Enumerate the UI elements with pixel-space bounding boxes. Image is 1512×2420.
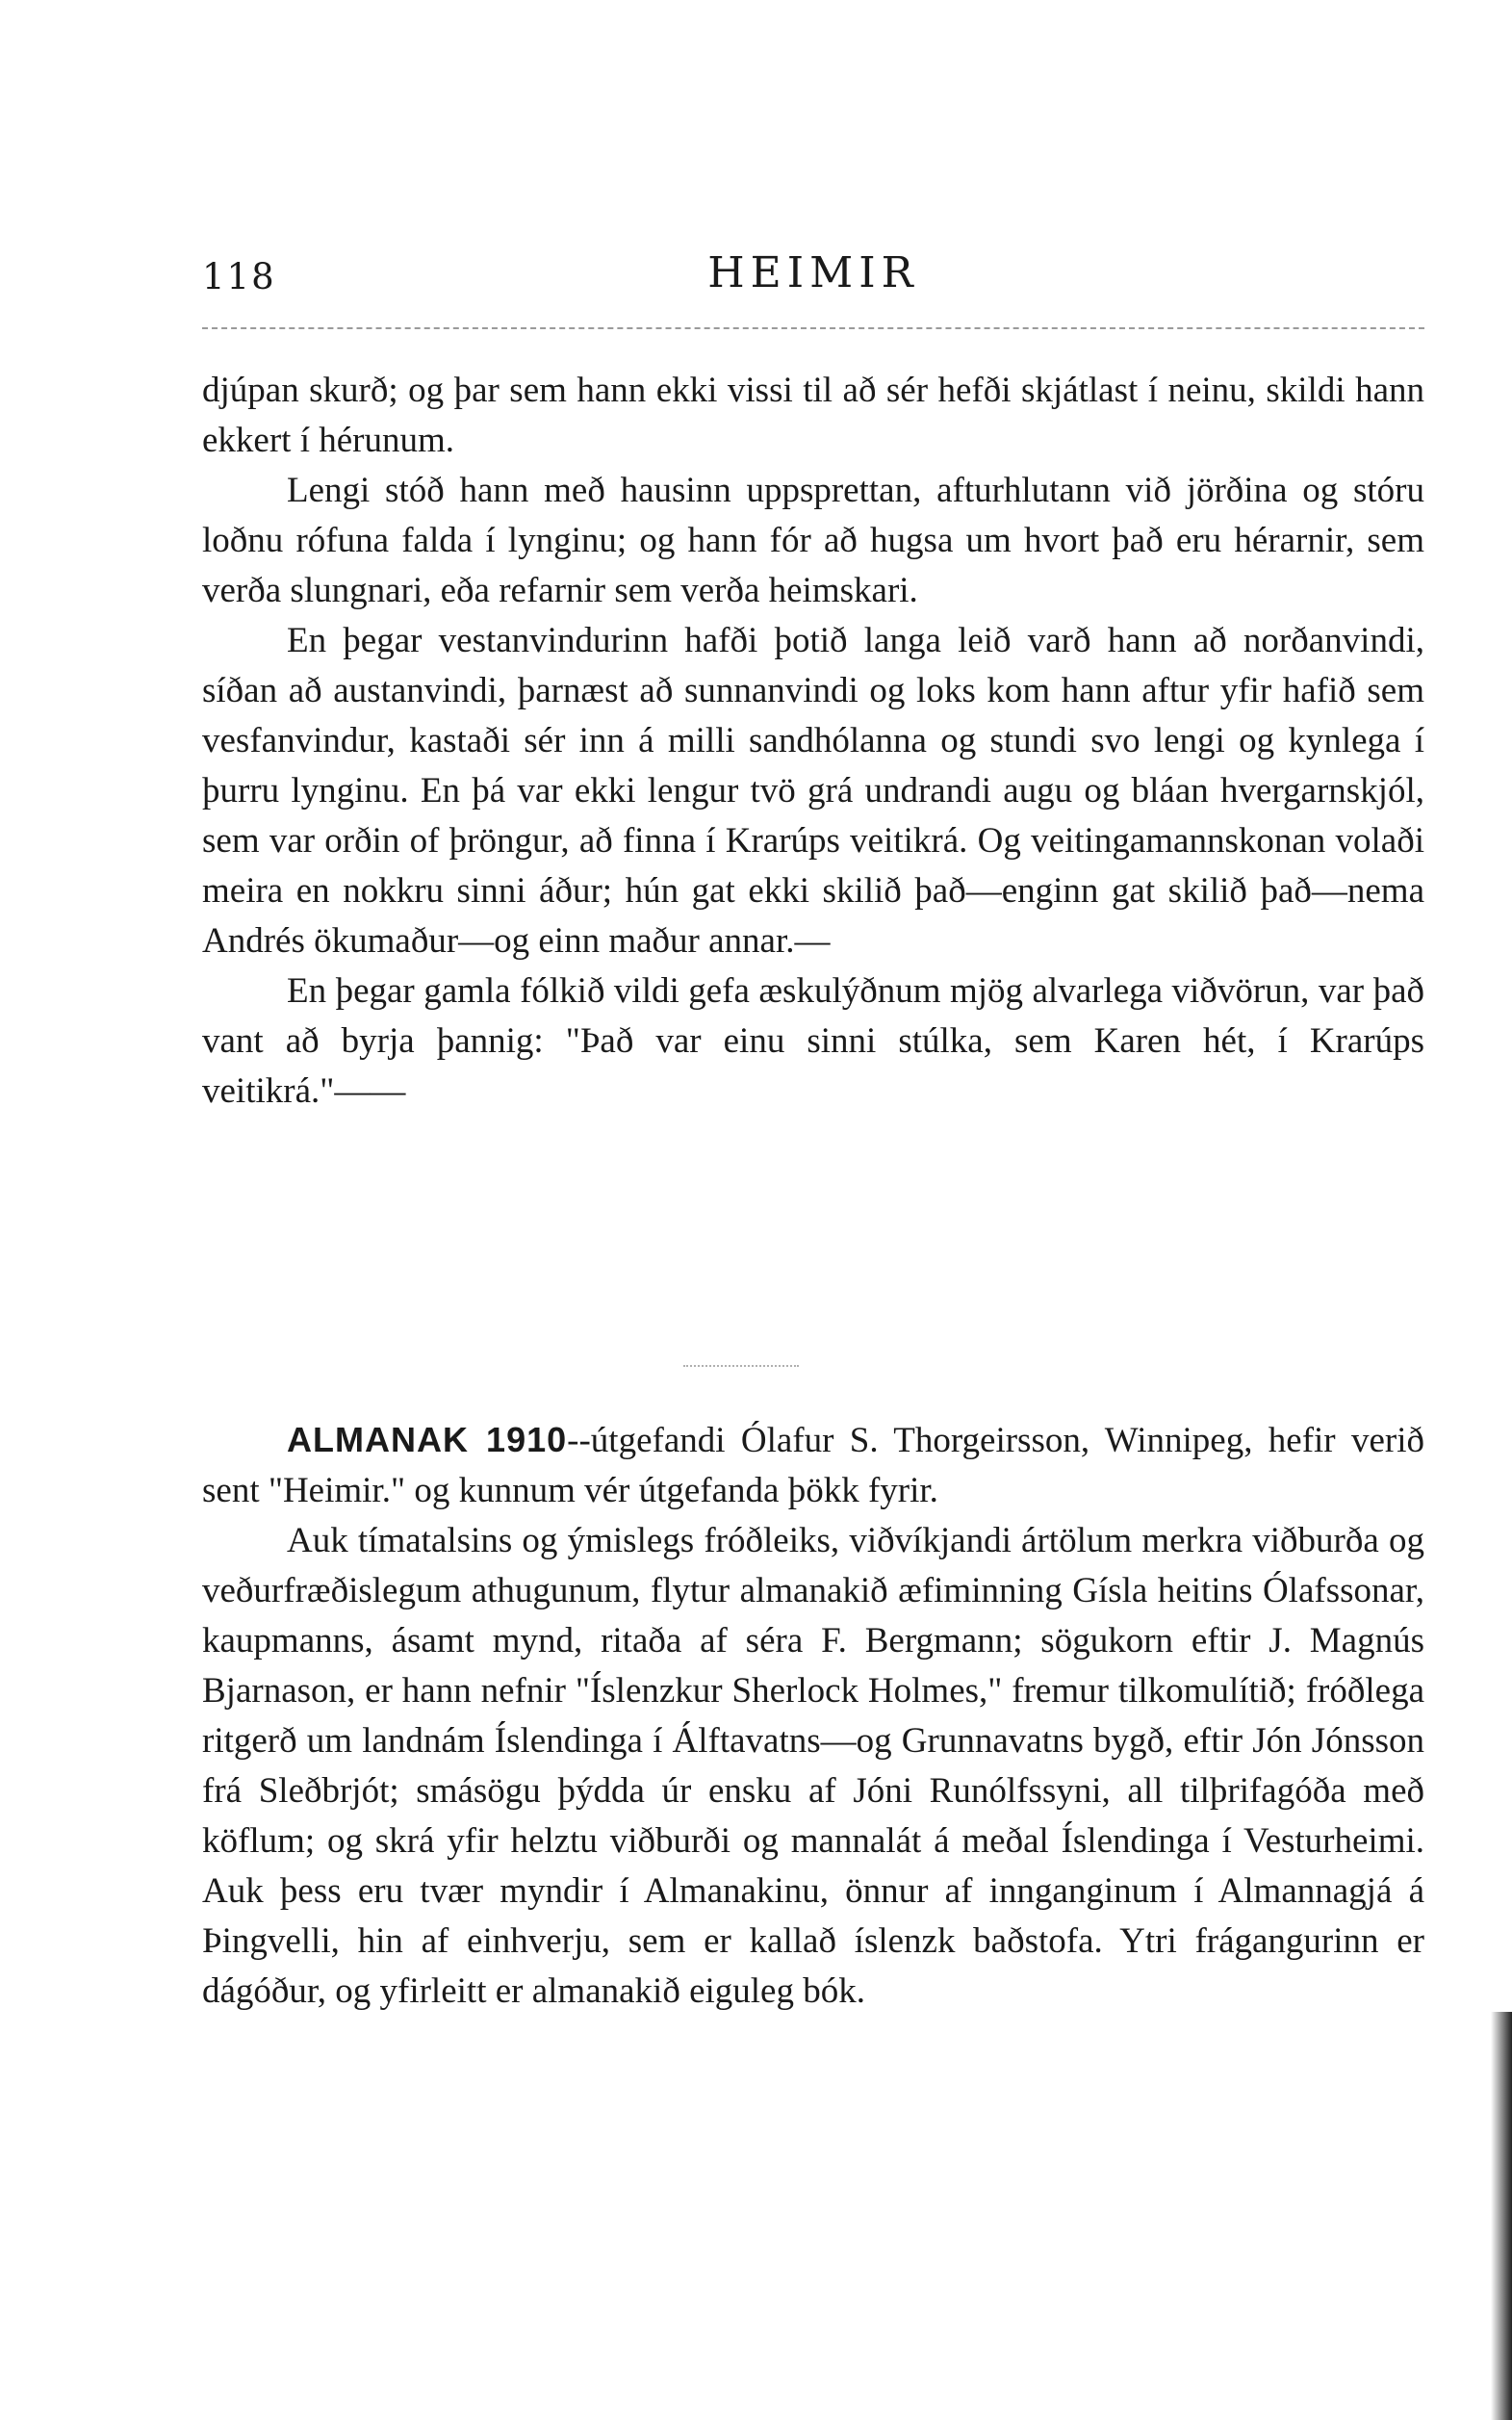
paragraph: En þegar vestanvindurinn hafði þotið langa leið varð hann að norðanvindi, síðan að austanvindi, þarnæst að sunnanvindi og loks kom hann aftur yfir hafið sem vesfanvindur, kastaði sér inn á milli sandhólanna og stundi svo lengi og kynlega í þurru lynginu. En þá var ekki lengur tvö grá undrandi augu og bláan hvergarnskjól, sem var orðin of þröngur, að finna í Krarúps veitikrá. Og veitingamannskonan volaði meira en nokkru sinni áður; hún gat ekki skilið það—enginn gat skilið það—nema Andrés ökumaður—og einn maður annar.— (202, 621, 1424, 961)
paragraph: djúpan skurð; og þar sem hann ekki vissi til að sér hefði skjátlast í neinu, skildi hann ekkert í hérunum. (202, 371, 1424, 460)
review-lead-text: --útgefandi Ólafur S. Thorgeirsson, Winnipeg, hefir verið sent "Heimir." og kunnum vér útgefanda þökk fyrir. (202, 1421, 1424, 1510)
section-divider (683, 1365, 799, 1367)
header-rule (202, 327, 1424, 329)
paragraph: En þegar gamla fólkið vildi gefa æskulýðnum mjög alvarlega viðvörun, var það vant að byrja þannig: "Það var einu sinni stúlka, sem Karen hét, í Krarúps veitikrá."—— (202, 971, 1424, 1111)
page-edge-shadow (1491, 2012, 1512, 2420)
page-number: 118 (202, 256, 276, 297)
story-ending (202, 366, 1424, 1117)
paragraph: Lengi stóð hann með hausinn uppsprettan, afturhlutann við jörðina og stóru loðnu rófuna falda í lynginu; og hann fór að hugsa um hvort það eru hérarnir, sem verða slungnari, eða refarnir sem verða heimskari. (202, 471, 1424, 610)
paragraph: Auk tímatalsins og ýmislegs fróðleiks, viðvíkjandi ártölum merkra viðburða og veðurfræðislegum athugunum, flytur almanakið æfiminning Gísla heitins Ólafssonar, kaupmanns, ásamt mynd, ritaða af séra F. Bergmann; sögukorn eftir J. Magnús Bjarnason, er hann nefnir "Íslenzkur Sherlock Holmes," fremur tilkomulítið; fróðlega ritgerð um landnám Íslendinga í Álftavatns—og Grunnavatns bygð, eftir Jón Jónsson frá Sleðbrjót; smásögu þýdda úr ensku af Jóni Runólfssyni, all tilþrifagóða með köflum; og skrá yfir helztu viðburði og mannalát á meðal Íslendinga í Vesturheimi. Auk þess eru tvær myndir í Almanakinu, önnur af innganginum í Almannagjá á Þingvelli, hin af einhverju, sem er kallað íslenzk baðstofa. Ytri frágangurinn er dágóður, og yfirleitt er almanakið eiguleg bók. (202, 1521, 1424, 2011)
review-heading: ALMANAK 1910 (287, 1420, 568, 1459)
page-header (202, 248, 1424, 306)
almanak-review (202, 1415, 1424, 2017)
running-title: HEIMIR (707, 248, 919, 297)
review-lead (202, 1415, 1424, 1516)
